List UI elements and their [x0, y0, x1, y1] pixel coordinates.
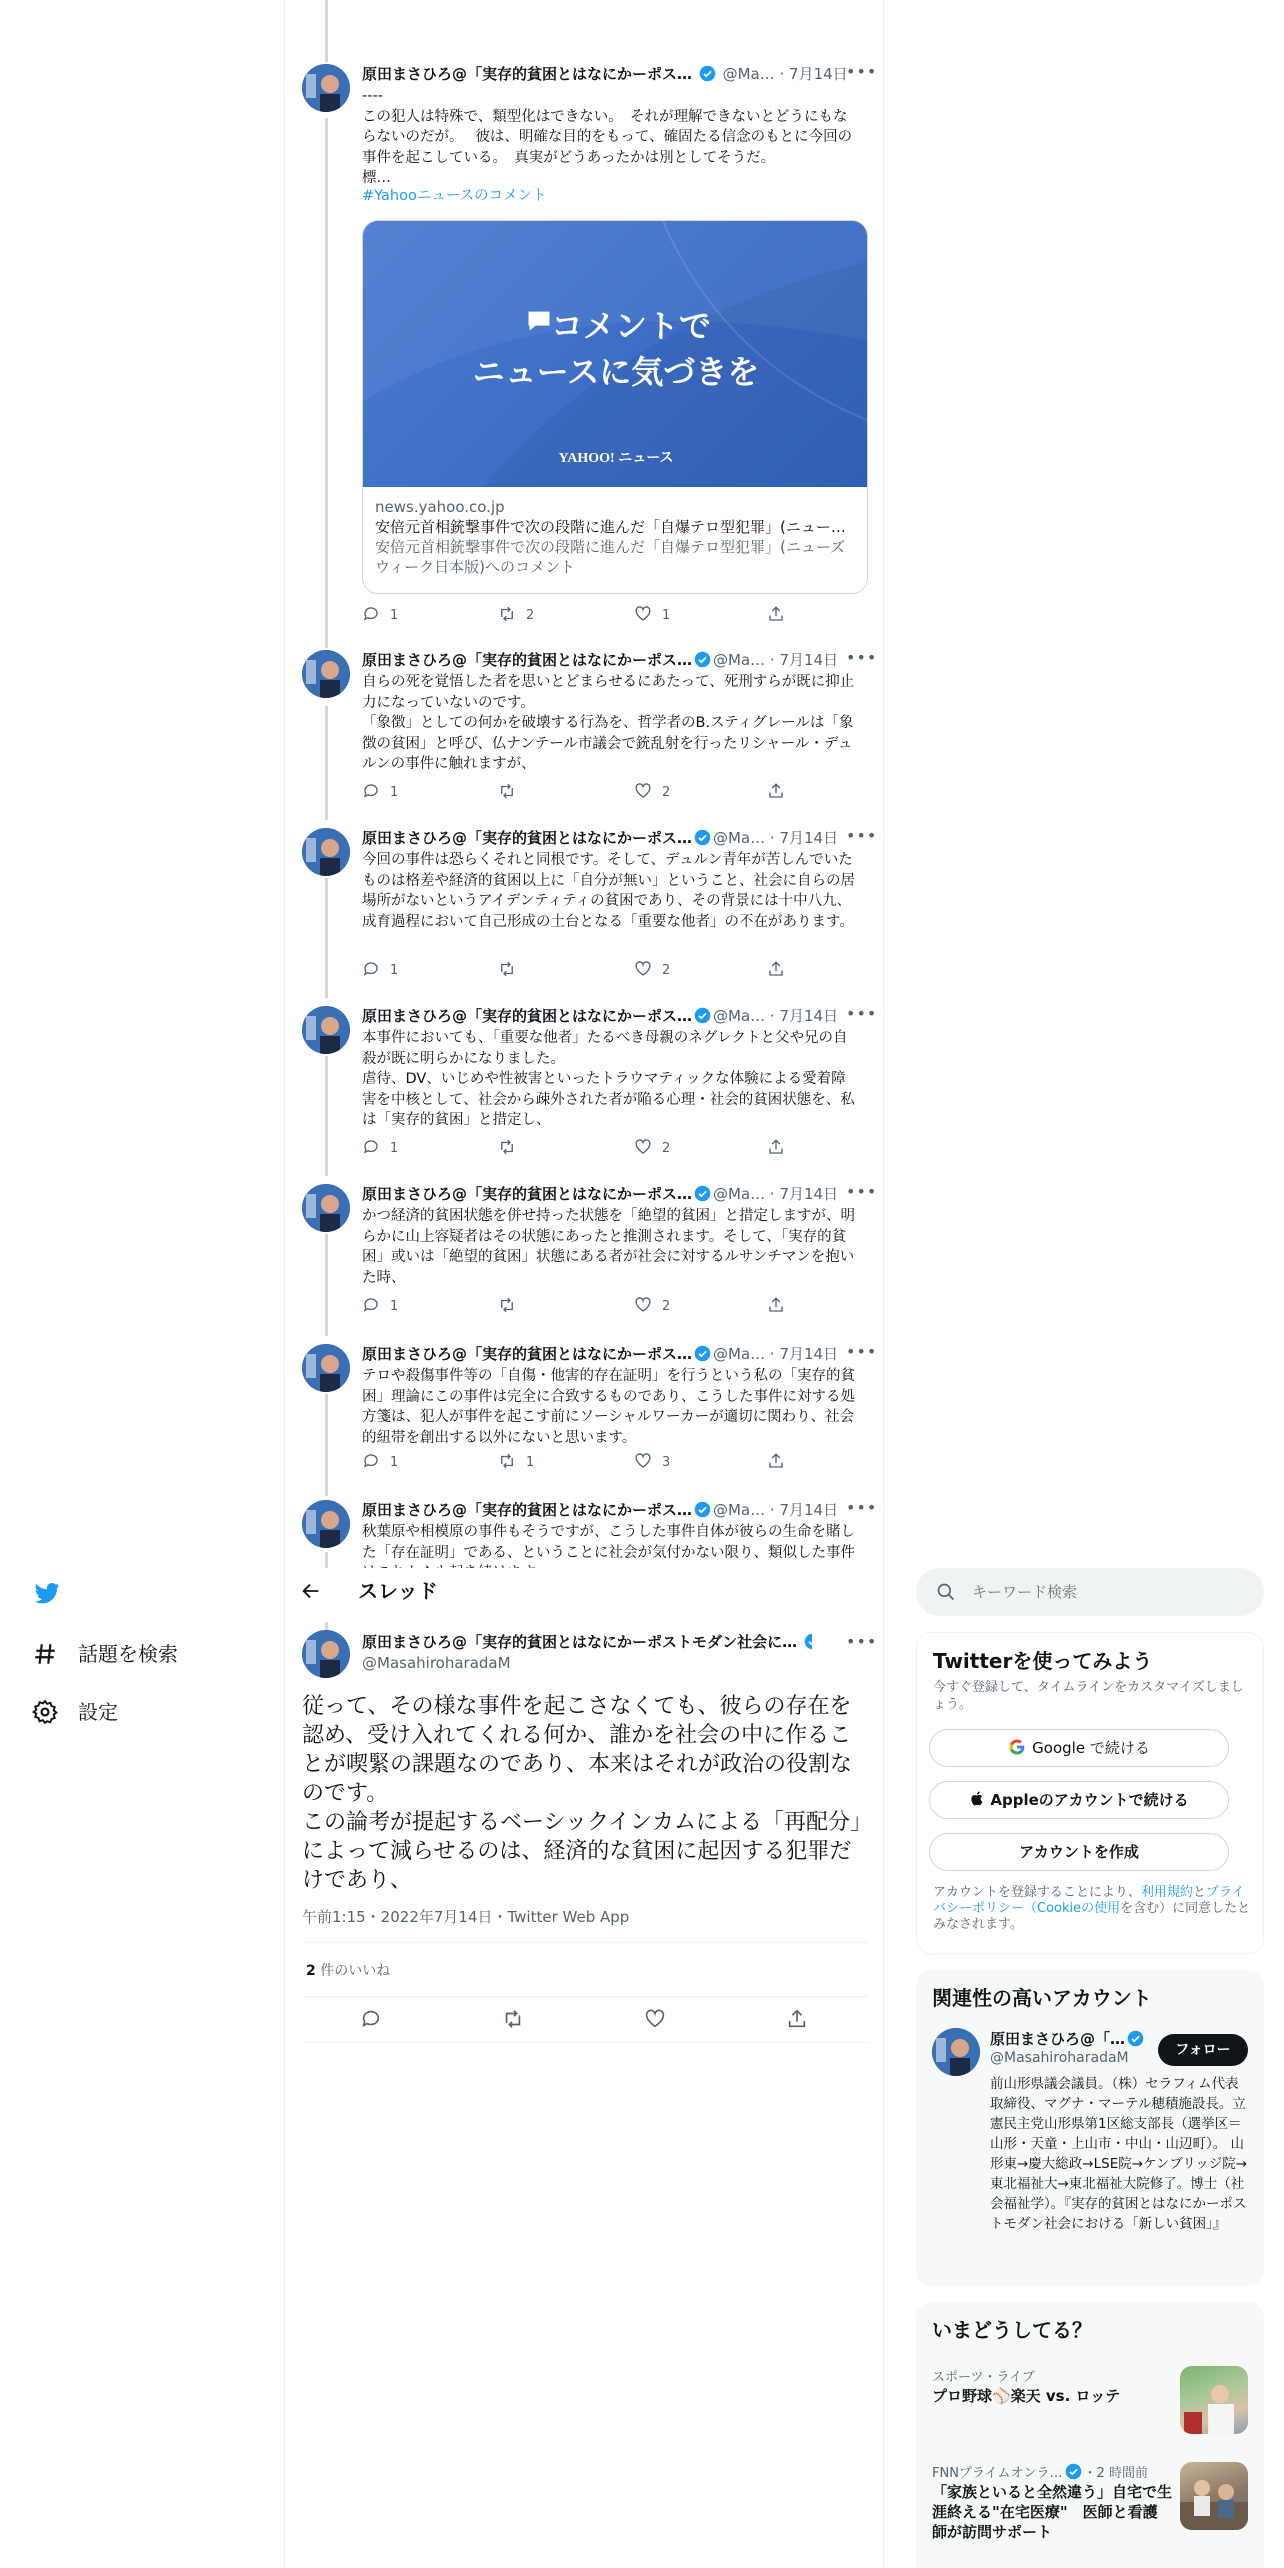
retweet-icon [498, 960, 516, 978]
reply-icon [362, 605, 380, 623]
retweet-icon [498, 605, 516, 623]
thread-header-title: スレッド [358, 1579, 438, 1603]
terms-link[interactable]: 利用規約 [1140, 1885, 1193, 1900]
search-input[interactable] [972, 1568, 1252, 1616]
avatar[interactable] [302, 1184, 350, 1232]
reply-icon [362, 1296, 380, 1314]
tweet-text: かつ経済的貧困状態を併せ持った状態を「絶望的貧困」と措定しますが、明らかに山上容疑者はその状態にあったと推測されます。そして、「実存的貧困」或いは「絶望的貧困」状態にある者が社会に対するルサンチマンを抱いた時、 [362, 1208, 855, 1286]
more-options-icon[interactable]: ••• [846, 826, 878, 845]
share-icon [767, 1452, 785, 1470]
tweet-actions [362, 960, 802, 982]
share-button[interactable] [767, 605, 795, 627]
signup-subtitle: 今すぐ登録して、タイムラインをカスタマイズしましょう。 [933, 1680, 1244, 1712]
column-divider-right [883, 0, 884, 2568]
tweet-date[interactable]: 7月14日 [779, 829, 839, 847]
tweet-header: 原田まさひろ@「実存的貧困とはなにかーポス… @Ma… · 7月14日 [362, 1501, 839, 1519]
like-count: 2 [662, 1299, 671, 1314]
reply-button[interactable] [362, 1452, 398, 1474]
thread-line [325, 1056, 328, 1176]
trend-thumbnail [1180, 2366, 1248, 2434]
author-handle: @Ma… [713, 1185, 766, 1203]
tweet-date[interactable]: 7月14日 [779, 651, 839, 669]
share-button[interactable] [767, 1452, 795, 1474]
share-button[interactable] [767, 960, 795, 982]
sidebar-item-label: 設定 [78, 1700, 118, 1724]
trends-title: いまどうしてる？ [932, 2318, 1092, 2342]
like-count: 2 [662, 963, 671, 978]
heart-icon [634, 1138, 652, 1156]
like-button[interactable] [634, 1296, 670, 1318]
home-care-photo-icon [1180, 2462, 1248, 2530]
verified-badge-icon [694, 651, 711, 668]
search-box[interactable] [916, 1568, 1264, 1616]
reply-icon [362, 960, 380, 978]
retweet-button[interactable] [498, 782, 526, 804]
trend-thumbnail [1180, 2462, 1248, 2530]
retweet-button[interactable] [498, 1296, 526, 1318]
main-tweet-header [362, 1632, 812, 1652]
avatar[interactable] [302, 64, 350, 112]
related-accounts-panel [916, 1970, 1264, 2286]
related-bio: 前山形県議会議員。（株）セラフィム代表取締役、マグナ・マーテル穂積施設長。立憲民主党山形県第1区総支部長（選挙区＝山形・天童・上山市・中山・山辺町）。 山形東→慶大総政→LSE院→ケンブリッジ院→東北福祉大→東北福祉大院修了。博士（社会福祉学）。『実存的貧困とはなにかーポストモダン社会における「新しい貧困」』 [990, 2076, 1248, 2232]
share-button[interactable] [767, 1138, 795, 1160]
trend-category: スポーツ・ライブ [932, 2370, 1035, 2385]
likes-summary[interactable] [306, 1960, 390, 1980]
tweet-actions [362, 1138, 802, 1160]
main-reply-button[interactable] [360, 2008, 382, 2034]
tweet-text: 秋葉原や相模原の事件もそうですが、こうした事件自体が彼らの生命を賭した「存在証明」である、ということに社会が気付かない限り、類似した事件 [362, 1524, 855, 1561]
trend-title: 「家族といると全然違う」自宅で生涯終える"在宅医療" 医師と看護師が訪問サポート [932, 2483, 1173, 2541]
retweet-icon [498, 1138, 516, 1156]
like-count: 1 [662, 608, 671, 623]
share-icon [767, 960, 785, 978]
thread-line [325, 706, 328, 820]
like-button[interactable] [634, 782, 670, 804]
more-options-icon[interactable]: ••• [846, 1182, 878, 1201]
like-count: 3 [662, 1455, 671, 1470]
reply-count: 1 [390, 1141, 399, 1156]
tweet-date[interactable]: 7月14日 [789, 65, 848, 83]
link-preview-card[interactable] [362, 220, 868, 594]
heart-icon [634, 782, 652, 800]
verified-badge-icon [804, 1633, 812, 1650]
avatar[interactable] [302, 1500, 350, 1548]
more-options-icon[interactable]: ••• [846, 1342, 878, 1361]
retweet-icon [502, 2008, 524, 2030]
related-handle: @MasahiroharadaM [990, 2050, 1129, 2066]
author-handle: @Ma… [713, 1007, 766, 1025]
thread-line [325, 0, 328, 62]
author-name[interactable]: 原田まさひろ@「実存的貧困とはなにかーポス… [362, 829, 693, 847]
tweet-header: 原田まさひろ@「実存的貧困とはなにかーポス… @Ma… · 7月14日 [362, 829, 839, 847]
card-headline-2: ニュースに気づきを [472, 353, 760, 391]
reply-count: 1 [390, 608, 399, 623]
twitter-logo-icon[interactable] [32, 1578, 62, 1608]
retweet-button[interactable] [498, 605, 534, 627]
more-options-icon[interactable]: ••• [846, 648, 878, 667]
legal-text: を含む）に同意したとみなされます。 [933, 1901, 1251, 1932]
retweet-count: 1 [526, 1455, 535, 1470]
reply-count: 1 [390, 1455, 399, 1470]
like-button[interactable] [634, 1452, 670, 1474]
like-count: 2 [662, 1141, 671, 1156]
create-account-button[interactable]: アカウントを作成 [929, 1833, 1229, 1871]
like-count: 2 [662, 785, 671, 800]
signup-panel [916, 1632, 1264, 1954]
related-avatar[interactable] [932, 2028, 980, 2076]
google-signin-button[interactable] [929, 1729, 1229, 1767]
sidebar-item-label: 話題を検索 [78, 1642, 178, 1666]
verified-badge-icon [1065, 2463, 1082, 2480]
card-description: 安倍元首相銃撃事件で次の段階に進んだ「自爆テロ型犯罪」(ニューズウィーク日本版)へのコメント [375, 538, 846, 576]
card-image [363, 221, 868, 487]
tweet-actions [362, 1452, 802, 1474]
reply-button[interactable] [362, 782, 398, 804]
main-author-handle[interactable]: @MasahiroharadaM [362, 1654, 511, 1672]
more-options-icon[interactable]: ••• [846, 62, 878, 81]
divider [302, 2042, 868, 2043]
author-name[interactable]: 原田まさひろ@「実存的貧困とはなにかーポス… [362, 1007, 693, 1025]
author-name[interactable]: 原田まさひろ@「実存的貧困とはなにかーポス… [362, 65, 693, 83]
privacy-link[interactable]: プライバシーポリシー（Cookieの使用 [933, 1885, 1245, 1916]
google-logo-icon [1008, 1738, 1026, 1756]
share-icon [767, 1138, 785, 1156]
main-tweet-text: 従って、その様な事件を起こさなくても、彼らの存在を認め、受け入れてくれる何か、誰かを社会の中に作ることが喫緊の課題なのであり、本来はそれが政治の役割なのです。 この論考が提起するベーシックインカムによる「再配分」によって減らせるのは、経済的な貧困に起因する犯罪だけであり、 [302, 1694, 862, 1893]
related-name[interactable] [990, 2028, 1146, 2049]
reply-icon [362, 1138, 380, 1156]
retweet-icon [498, 1296, 516, 1314]
tweet-text: 自らの死を覚悟した者を思いとどまらせるにあたって、死刑すらが既に抑止力になっていないのです。 「象徴」としての何かを破壊する行為を、哲学者のB.スティグレールは「象徴の貧困」と呼び、仏ナンテール市議会で銃乱射を行ったリシャール・デュルンの事件に触れますが、 [362, 674, 855, 772]
trend-item[interactable] [916, 2358, 1264, 2442]
tweet-header: 原田まさひろ@「実存的貧困とはなにかーポス… @Ma… · 7月14日 [362, 1185, 839, 1203]
divider [302, 1996, 868, 1997]
main-tweet-avatar[interactable] [302, 1630, 350, 1678]
divider [302, 1942, 868, 1943]
reply-count: 1 [390, 1299, 399, 1314]
retweet-button[interactable] [498, 1138, 526, 1160]
hashtag-icon [32, 1641, 58, 1667]
reply-count: 1 [390, 785, 399, 800]
share-icon [767, 1296, 785, 1314]
back-arrow-icon[interactable] [300, 1580, 324, 1604]
tweet-date[interactable]: 7月14日 [779, 1501, 839, 1519]
heart-icon [634, 1452, 652, 1470]
verified-badge-icon [694, 1501, 711, 1518]
author-handle: @Ma… [713, 829, 766, 847]
trend-item[interactable] [916, 2454, 1264, 2564]
tweet-text: 今回の事件は恐らくそれと同根です。そして、デュルン青年が苦しんでいたものは格差や経済的貧困以上に「自分が無い」ということ、社会に自らの居場所がないというアイデンティティの貧困であり、その背景には十中八九、成育過程において自己形成の土台となる「重要な他者」の不在があります。 [362, 852, 855, 930]
gear-icon [32, 1699, 58, 1725]
related-title: 関連性の高いアカウント [932, 1986, 1152, 2010]
yahoo-logo: YAHOO! ニュース [558, 451, 674, 466]
main-share-button[interactable] [786, 2008, 808, 2034]
avatar[interactable] [302, 1006, 350, 1054]
google-button-label: Google で続ける [1032, 1739, 1150, 1757]
retweet-button[interactable] [498, 960, 526, 982]
retweet-icon [498, 782, 516, 800]
more-options-icon[interactable]: ••• [846, 1004, 878, 1023]
tweet-date[interactable]: 7月14日 [779, 1345, 839, 1363]
trends-panel [916, 2302, 1264, 2568]
apple-signin-button[interactable] [929, 1781, 1229, 1819]
card-domain: news.yahoo.co.jp [375, 498, 505, 516]
tweet-text: 本事件においても、「重要な他者」たるべき母親のネグレクトと父や兄の自殺が既に明らかになりました。 虐待、DV、いじめや性被害といったトラウマティックな体験による愛着障害を中核として、社会から疎外された者が陥る心理・社会的貧困状態を、私は「実存的貧困」と措定し、 [362, 1030, 855, 1128]
tweet-date[interactable]: 7月14日 [779, 1185, 839, 1203]
reply-button[interactable] [362, 605, 398, 627]
author-handle: @Ma… [713, 1345, 766, 1363]
more-options-icon[interactable]: ••• [846, 1632, 878, 1651]
share-icon [767, 782, 785, 800]
thread-line [325, 118, 328, 648]
heart-icon [644, 2008, 666, 2030]
sidebar-item-settings[interactable] [32, 1692, 118, 1732]
thread-line [325, 878, 328, 998]
tweet-header: 原田まさひろ@「実存的貧困とはなにかーポス… @Ma… · 7月14日 [362, 651, 839, 669]
signup-title: Twitterを使ってみよう [933, 1649, 1153, 1673]
share-button[interactable] [767, 782, 795, 804]
hashtag-link[interactable]: #Yahooニュースのコメント [362, 188, 547, 204]
tweet-text: ---- この犯人は特殊で、類型化はできない。 それが理解できないとどうにもならないのだが。 彼は、明確な目的をもって、確固たる信念のもとに今回の事件を起こしている。 真実がどうあったかは別としてそうだ。 標… [362, 88, 853, 186]
reply-icon [362, 782, 380, 800]
tweet-header: 原田まさひろ@「実存的貧困とはなにかーポス… @Ma… · 7月14日 [362, 65, 848, 83]
verified-badge-icon [694, 1007, 711, 1024]
tweet-date[interactable]: 7月14日 [779, 1007, 839, 1025]
card-body [375, 497, 855, 577]
reply-button[interactable] [362, 960, 398, 982]
main-retweet-button[interactable] [502, 2008, 524, 2034]
likes-count: 2 [306, 1963, 316, 1979]
follow-button[interactable]: フォロー [1158, 2034, 1248, 2066]
like-button[interactable] [634, 605, 670, 627]
legal-text: アカウントを登録することにより、 [933, 1885, 1141, 1900]
heart-icon [634, 605, 652, 623]
author-name[interactable]: 原田まさひろ@「実存的貧困とはなにかーポス… [362, 1185, 693, 1203]
share-icon [767, 605, 785, 623]
tweet-actions [362, 782, 802, 804]
tweet-header: 原田まさひろ@「実存的貧困とはなにかーポス… @Ma… · 7月14日 [362, 1345, 839, 1363]
author-handle: @Ma… [713, 1501, 766, 1519]
author-name[interactable]: 原田まさひろ@「実存的貧困とはなにかーポス… [362, 1501, 693, 1519]
main-tweet-meta[interactable]: 午前1:15・2022年7月14日・Twitter Web App [302, 1908, 630, 1926]
verified-badge-icon [694, 829, 711, 846]
apple-button-label: Appleのアカウントで続ける [990, 1791, 1189, 1809]
thread-line [325, 1234, 328, 1336]
author-name[interactable]: 原田まさひろ@「実存的貧困とはなにかーポス… [362, 651, 693, 669]
sidebar-item-explore[interactable] [32, 1634, 178, 1674]
legal-text: と [1192, 1885, 1206, 1900]
reply-count: 1 [390, 963, 399, 978]
like-button[interactable] [634, 1138, 670, 1160]
author-handle: @Ma… [722, 65, 775, 83]
avatar[interactable] [302, 650, 350, 698]
verified-badge-icon [699, 65, 716, 82]
verified-badge-icon [694, 1345, 711, 1362]
card-headline-1: コメントで [550, 307, 711, 345]
trend-source [932, 2462, 1148, 2481]
apple-logo-icon [969, 1790, 986, 1807]
retweet-icon [498, 1452, 516, 1470]
trend-category: FNNプライムオンラ… [932, 2466, 1063, 2481]
tweet-actions [362, 1296, 802, 1318]
trend-title: プロ野球⚾楽天 vs. ロッテ [932, 2387, 1121, 2405]
heart-icon [634, 1296, 652, 1314]
share-icon [786, 2008, 808, 2030]
thread-line [325, 1394, 328, 1496]
verified-badge-icon [694, 1185, 711, 1202]
heart-icon [634, 960, 652, 978]
retweet-count: 2 [526, 608, 535, 623]
likes-label: 件のいいね [320, 1963, 391, 1979]
like-button[interactable] [634, 960, 670, 982]
card-title: 安倍元首相銃撃事件で次の段階に進んだ「自爆テロ型犯罪」(ニュー… [375, 518, 846, 536]
baseball-photo-icon [1180, 2366, 1248, 2434]
tweet-actions [362, 605, 802, 627]
retweet-button[interactable] [498, 1452, 534, 1474]
main-like-button[interactable] [644, 2008, 666, 2034]
avatar[interactable] [302, 1344, 350, 1392]
verified-badge-icon [1127, 2030, 1144, 2047]
more-options-icon[interactable]: ••• [846, 1498, 878, 1517]
main-author-name[interactable]: 原田まさひろ@「実存的貧困とはなにかーポストモダン社会に… [362, 1633, 798, 1651]
trend-time: ・2 時間前 [1083, 2466, 1148, 2481]
avatar[interactable] [302, 828, 350, 876]
related-name-text: 原田まさひろ@「… [990, 2030, 1126, 2048]
share-button[interactable] [767, 1296, 795, 1318]
search-icon [936, 1582, 956, 1602]
tweet-header: 原田まさひろ@「実存的貧困とはなにかーポス… @Ma… · 7月14日 [362, 1007, 839, 1025]
reply-button[interactable] [362, 1296, 398, 1318]
author-handle: @Ma… [713, 651, 766, 669]
reply-button[interactable] [362, 1138, 398, 1160]
author-name[interactable]: 原田まさひろ@「実存的貧困とはなにかーポス… [362, 1345, 693, 1363]
tweet-text: テロや殺傷事件等の「自傷・他害的存在証明」を行うという私の「実存的貧困」理論にこの事件は完全に合致するものであり、こうした事件に対する処方箋は、犯人が事件を起こす前にソーシャルワーカーが適切に関わり、社会的紐帯を創出する以外にないと思います。 [362, 1368, 855, 1446]
reply-icon [362, 1452, 380, 1470]
reply-icon [360, 2008, 382, 2030]
legal-notice [933, 1885, 1253, 1933]
